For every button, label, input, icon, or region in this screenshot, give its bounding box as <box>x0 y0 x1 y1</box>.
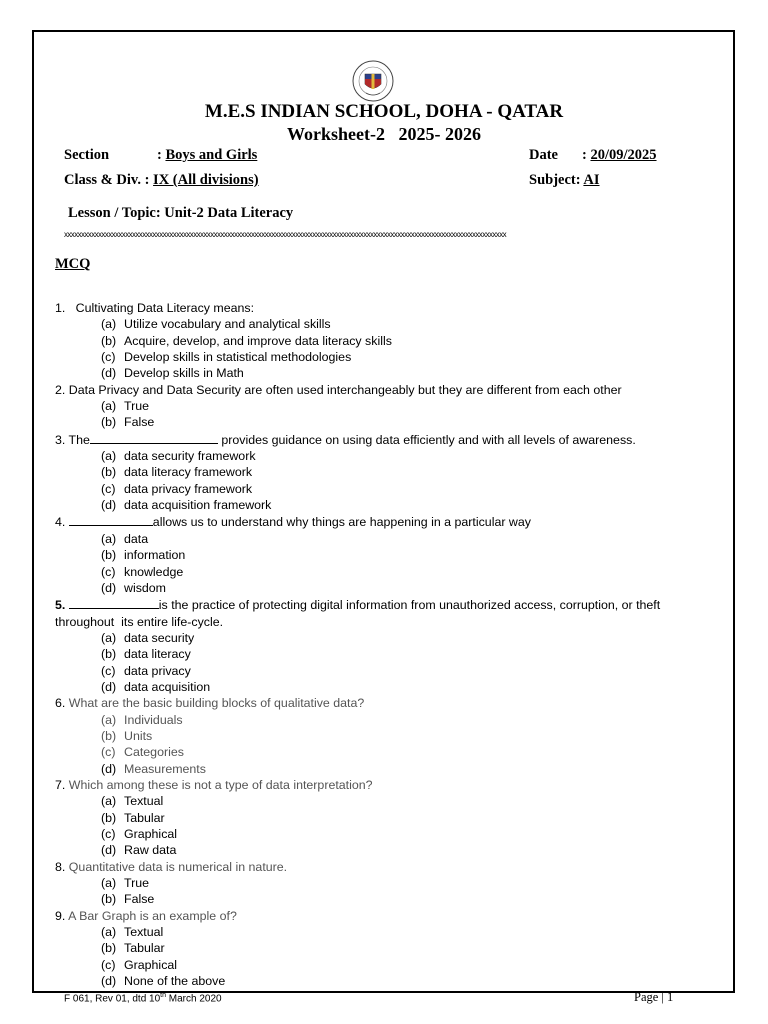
question-6 <box>55 695 705 777</box>
option-a: (a) Individuals <box>101 712 183 727</box>
option-c: (c) knowledge <box>101 564 184 579</box>
option-c: (c) Categories <box>101 745 184 760</box>
option-b: (b) data literacy <box>101 647 191 662</box>
option-c: (c) Develop skills in statistical methodologies <box>101 350 352 365</box>
section-value-wrap: : Boys and Girls <box>157 147 258 163</box>
question-text: 1. Cultivating Data Literacy means: <box>55 301 255 315</box>
option-c: (c) data privacy <box>101 663 191 678</box>
option-c: (c) Graphical <box>101 827 178 841</box>
option-d: (d) wisdom <box>101 580 166 595</box>
option-a: (a) Textual <box>101 794 164 809</box>
lesson-topic: Lesson / Topic: Unit-2 Data Literacy <box>68 205 294 221</box>
question-7 <box>55 777 705 859</box>
option-b: (b) False <box>101 892 155 907</box>
question-text: 9. A Bar Graph is an example of? <box>55 908 237 923</box>
option-a: (a) True <box>101 399 150 414</box>
question-text: 8. Quantitative data is numerical in nature. <box>55 859 288 874</box>
option-c: (c) Graphical <box>101 957 178 972</box>
option-a: (a) data security framework <box>101 449 256 464</box>
worksheet-title: Worksheet-2 2025- 2026 <box>287 124 481 144</box>
section-value: Boys and Girls <box>165 147 258 163</box>
class-line: Class & Div. : IX (All divisions) <box>64 172 259 188</box>
question-text: 2. Data Privacy and Data Security are often used interchangeably but they are different from each other <box>55 382 622 397</box>
date-value: 20/09/2025 <box>590 147 657 163</box>
school-logo-icon <box>352 60 394 102</box>
option-b: (b) Acquire, develop, and improve data literacy skills <box>101 333 392 348</box>
question-text: 7. Which among these is not a type of data interpretation? <box>55 777 373 792</box>
question-text: 4. allows us to understand why things are happening in a particular way <box>55 515 531 530</box>
section-label: Section <box>64 147 110 163</box>
option-b: (b) information <box>101 548 186 563</box>
option-a: (a) True <box>101 876 150 891</box>
option-a: (a) Utilize vocabulary and analytical skills <box>101 317 331 332</box>
question-9 <box>55 908 705 990</box>
option-a: (a) Textual <box>101 925 164 940</box>
school-name: M.E.S INDIAN SCHOOL, DOHA - QATAR <box>204 101 564 122</box>
option-c: (c) data privacy framework <box>101 481 253 496</box>
subject-label: Subject: <box>529 172 581 188</box>
option-b: (b) Units <box>101 728 153 743</box>
question-list <box>55 300 705 989</box>
mcq-heading: MCQ <box>55 256 91 272</box>
answer-blank <box>90 431 218 444</box>
question-8 <box>55 859 705 908</box>
separator-line: xxxxxxxxxxxxxxxxxxxxxxxxxxxxxxxxxxxxxxxxxxxxxxxxxxxxxxxxxxxxxxxxxxxxxxxxxxxxxxxxxxxxxxxxxxxxxxxxxxxxxxxxxxxxxxxxxxxxxxxxxxxxxxxxxx <box>64 230 507 239</box>
class-value: IX (All divisions) <box>153 172 259 188</box>
question-5 <box>55 596 705 695</box>
question-4 <box>55 513 705 596</box>
option-b: (b) Tabular <box>101 941 165 956</box>
option-d: (d) data acquisition <box>101 679 211 694</box>
form-code: F 061, Rev 01, dtd 10th March 2020 <box>64 992 222 1005</box>
date-value-wrap: : 20/09/2025 <box>582 147 657 163</box>
option-a: (a) data <box>101 531 149 546</box>
subject-line <box>529 172 600 189</box>
date-label: Date <box>529 147 558 163</box>
option-d: (d) Measurements <box>101 761 206 776</box>
answer-blank <box>69 596 159 609</box>
option-d: (d) data acquisition framework <box>101 498 272 513</box>
question-1 <box>55 300 705 382</box>
question-text: 6. What are the basic building blocks of qualitative data? <box>55 696 365 711</box>
question-text: 5. is the practice of protecting digital information from unauthorized access, corruption, or theft throughout its entire life-cycle. <box>55 598 664 629</box>
option-b: (b) Tabular <box>101 810 165 825</box>
option-d: (d) Develop skills in Math <box>101 366 244 381</box>
question-text: 3. The provides guidance on using data efficiently and with all levels of awareness. <box>55 432 636 447</box>
question-2 <box>55 382 705 431</box>
answer-blank <box>69 513 153 526</box>
option-b: (b) data literacy framework <box>101 465 253 480</box>
page-number: Page | 1 <box>634 990 674 1004</box>
class-label: Class & Div. <box>64 172 141 188</box>
option-b: (b) False <box>101 415 155 430</box>
option-d: (d) None of the above <box>101 974 226 989</box>
option-d: (d) Raw data <box>101 843 177 858</box>
option-a: (a) data security <box>101 630 195 645</box>
subject-value: AI <box>583 172 600 188</box>
question-3 <box>55 431 705 514</box>
